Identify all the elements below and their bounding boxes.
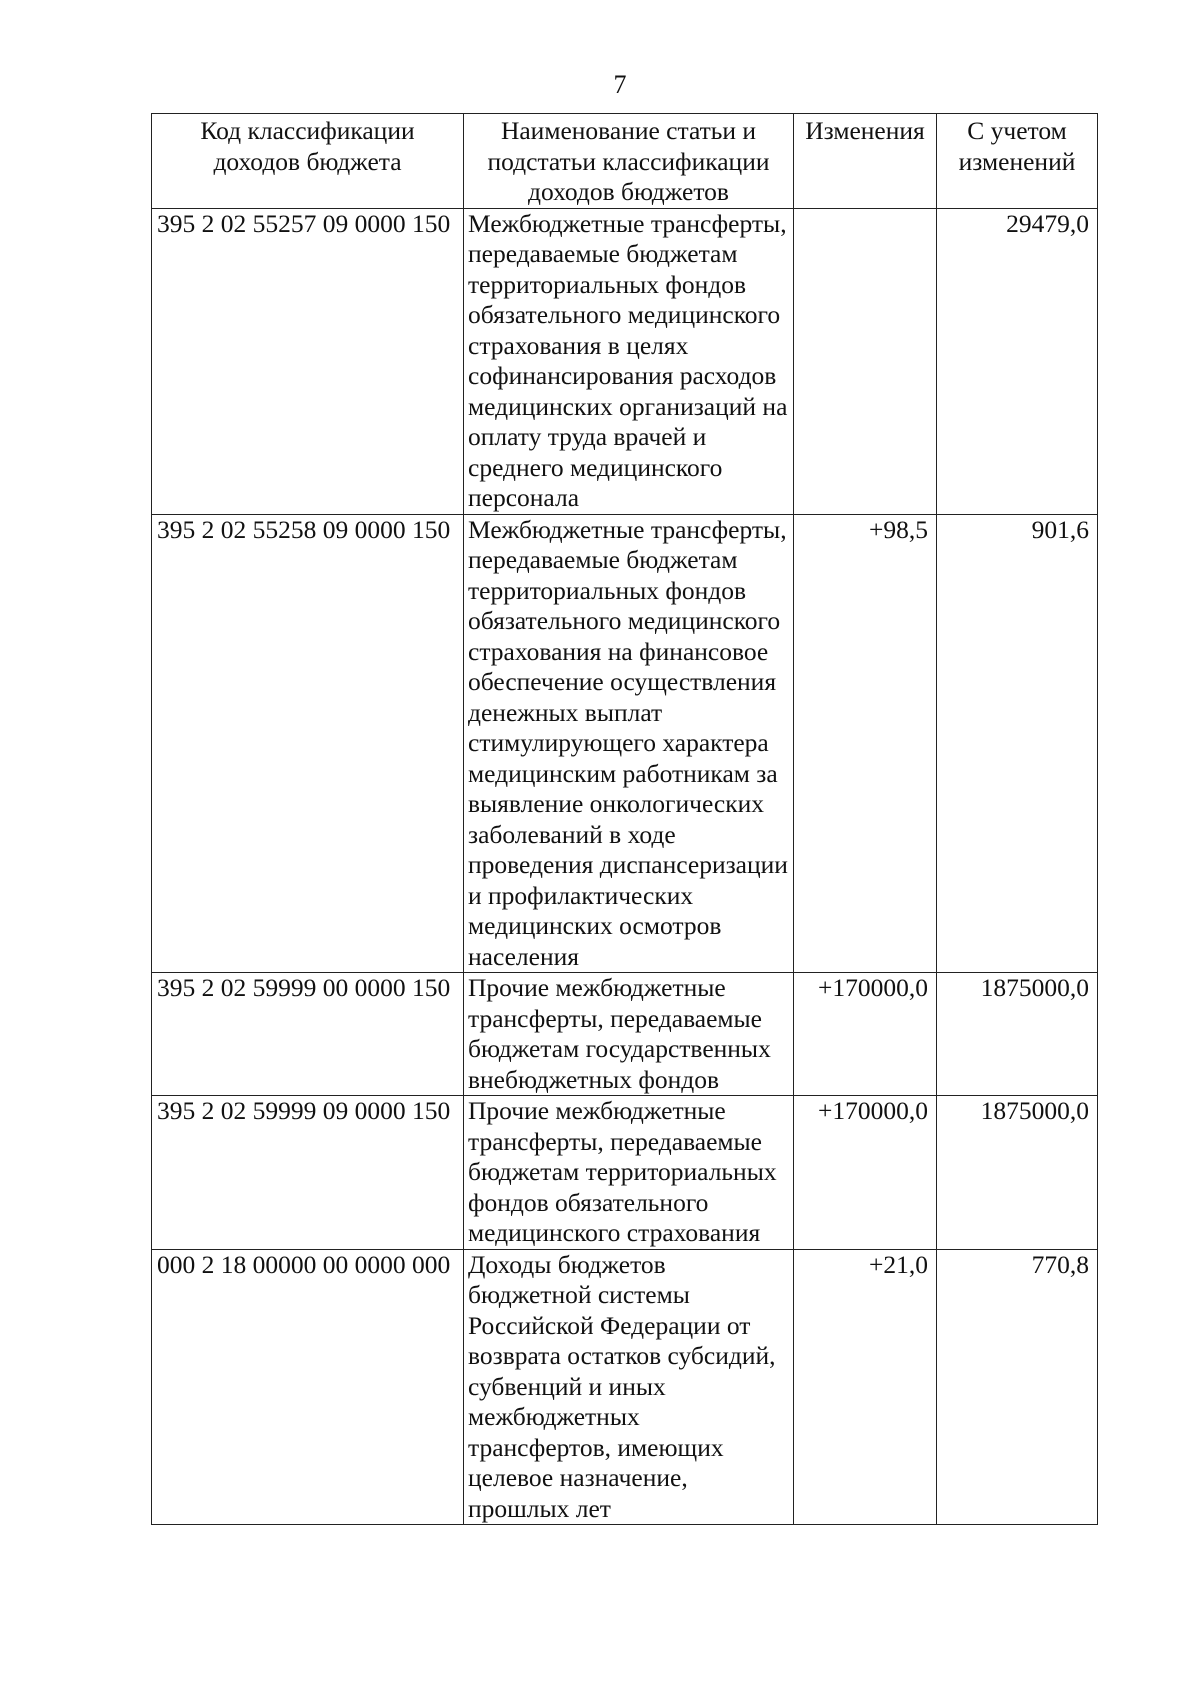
cell-code: 395 2 02 55257 09 0000 150 <box>152 208 464 514</box>
page-number: 7 <box>613 70 627 99</box>
cell-code: 395 2 02 55258 09 0000 150 <box>152 514 464 973</box>
table-row <box>152 514 1098 973</box>
cell-code: 000 2 18 00000 00 0000 000 <box>152 1249 464 1525</box>
cell-change: +170000,0 <box>794 1096 937 1250</box>
cell-name: Доходы бюджетов бюджетной системы Российской Федерации от возврата остатков субсидий, субвенций и иных межбюджетных трансфертов, имеющих целевое назначение, прошлых лет <box>464 1249 794 1525</box>
table-row <box>152 1096 1098 1250</box>
header-name: Наименование статьи и подстатьи классификации доходов бюджетов <box>464 114 794 209</box>
cell-name: Межбюджетные трансферты, передаваемые бюджетам территориальных фондов обязательного медицинского страхования на финансовое обеспечение осуществления денежных выплат стимулирующего характера медицинским работникам за выявление онкологических заболеваний в ходе проведения диспансеризации и профилактических медицинских осмотров населения <box>464 514 794 973</box>
header-changes: Изменения <box>794 114 937 209</box>
cell-name: Прочие межбюджетные трансферты, передаваемые бюджетам территориальных фондов обязательного медицинского страхования <box>464 1096 794 1250</box>
cell-change: +98,5 <box>794 514 937 973</box>
table-row <box>152 208 1098 514</box>
cell-change: +21,0 <box>794 1249 937 1525</box>
budget-revenue-table <box>151 113 1098 1525</box>
cell-total: 1875000,0 <box>937 1096 1098 1250</box>
cell-change: +170000,0 <box>794 973 937 1096</box>
header-total: С учетом изменений <box>937 114 1098 209</box>
table-row <box>152 973 1098 1096</box>
cell-change <box>794 208 937 514</box>
table-header-row <box>152 114 1098 209</box>
cell-code: 395 2 02 59999 09 0000 150 <box>152 1096 464 1250</box>
cell-total: 29479,0 <box>937 208 1098 514</box>
cell-name: Прочие межбюджетные трансферты, передаваемые бюджетам государственных внебюджетных фондов <box>464 973 794 1096</box>
cell-total: 901,6 <box>937 514 1098 973</box>
cell-code: 395 2 02 59999 00 0000 150 <box>152 973 464 1096</box>
cell-name: Межбюджетные трансферты, передаваемые бюджетам территориальных фондов обязательного медицинского страхования в целях софинансирования расходов медицинских организаций на оплату труда врачей и среднего медицинского персонала <box>464 208 794 514</box>
header-code: Код классификации доходов бюджета <box>152 114 464 209</box>
table-row <box>152 1249 1098 1525</box>
cell-total: 770,8 <box>937 1249 1098 1525</box>
cell-total: 1875000,0 <box>937 973 1098 1096</box>
